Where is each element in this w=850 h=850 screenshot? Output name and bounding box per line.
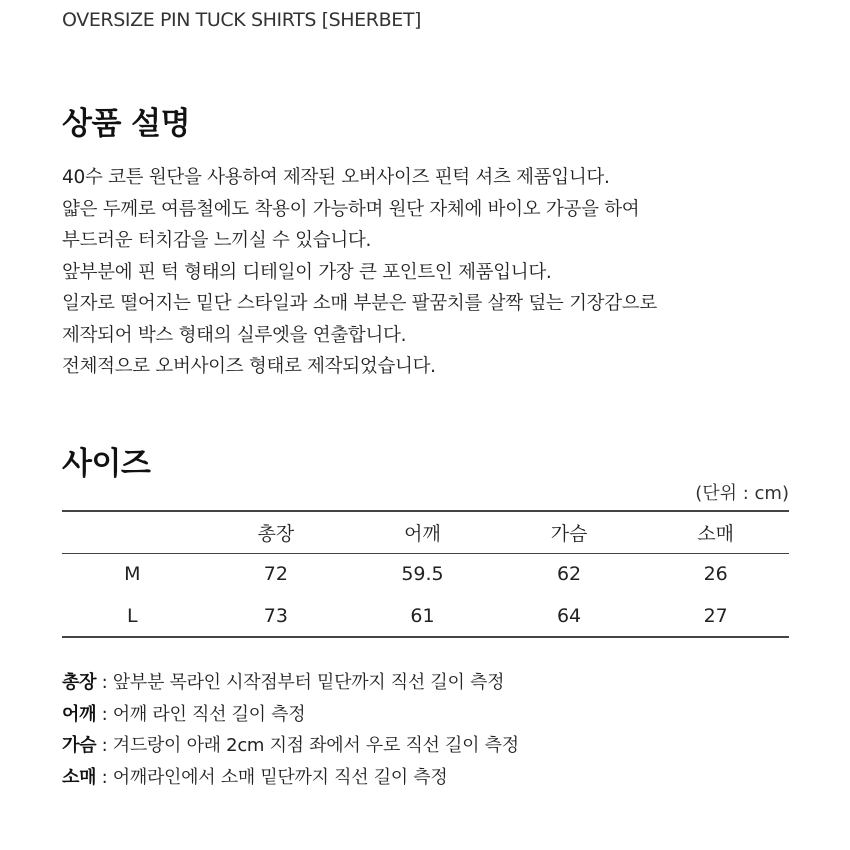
note-text: 어깨라인에서 소매 밑단까지 직선 길이 측정 <box>112 766 448 788</box>
table-cell: 73 <box>263 604 288 627</box>
description-line: 얇은 두께로 여름철에도 착용이 가능하며 원단 자체에 바이오 가공을 하여 <box>62 198 640 220</box>
measurement-note <box>62 730 519 762</box>
table-cell: 62 <box>556 563 582 586</box>
note-separator: : <box>96 735 113 756</box>
description-line: 일자로 떨어지는 밑단 스타일과 소매 부분은 팔꿈치를 살짝 덮는 기장감으로 <box>62 293 657 314</box>
note-separator: : <box>96 766 113 788</box>
table-header-cell: 소매 <box>697 522 735 545</box>
measurement-note <box>62 762 519 794</box>
description-heading: 상품 설명 <box>62 106 191 142</box>
note-term: 소매 <box>62 766 97 788</box>
note-term: 총장 <box>62 672 97 693</box>
table-header-row <box>62 511 789 553</box>
note-term: 가슴 <box>62 735 97 756</box>
measurement-notes <box>62 667 519 793</box>
table-header-cell: 어깨 <box>404 522 441 545</box>
note-separator: : <box>96 703 113 725</box>
description-line: 40수 코튼 원단을 사용하여 제작된 오버사이즈 핀턱 셔츠 제품입니다. <box>62 167 610 188</box>
description-line: 부드러운 터치감을 느끼실 수 있습니다. <box>62 230 372 251</box>
table-cell-size: M <box>124 563 141 586</box>
measurement-note <box>62 699 519 731</box>
measurement-note <box>62 667 519 699</box>
table-header-cell: 가슴 <box>550 522 588 545</box>
table-cell: 59.5 <box>401 563 444 586</box>
table-cell: 26 <box>703 563 728 586</box>
note-term: 어깨 <box>62 703 97 725</box>
table-row <box>62 595 789 637</box>
table-cell: 72 <box>263 563 288 586</box>
description-line: 앞부분에 핀 턱 형태의 디테일이 가장 큰 포인트인 제품입니다. <box>62 261 552 283</box>
note-text: 겨드랑이 아래 2cm 지점 좌에서 우로 직선 길이 측정 <box>112 735 519 756</box>
table-cell: 61 <box>410 604 435 627</box>
table-header-cell: 총장 <box>257 522 295 545</box>
table-cell-size: L <box>126 604 138 627</box>
product-title: OVERSIZE PIN TUCK SHIRTS [SHERBET] <box>62 9 422 31</box>
description-line: 제작되어 박스 형태의 실루엣을 연출합니다. <box>62 324 407 346</box>
description-text <box>62 162 657 383</box>
table-cell: 64 <box>556 604 582 627</box>
table-cell: 27 <box>703 604 728 627</box>
table-header-cell <box>62 511 203 553</box>
table-row <box>62 553 789 595</box>
note-text: 어깨 라인 직선 길이 측정 <box>112 703 306 725</box>
note-text: 앞부분 목라인 시작점부터 밑단까지 직선 길이 측정 <box>112 672 505 693</box>
description-line: 전체적으로 오버사이즈 형태로 제작되었습니다. <box>62 356 436 377</box>
note-separator: : <box>96 672 113 693</box>
size-table <box>62 510 789 638</box>
size-heading: 사이즈 <box>62 446 151 482</box>
unit-note: (단위 : cm) <box>695 483 789 504</box>
